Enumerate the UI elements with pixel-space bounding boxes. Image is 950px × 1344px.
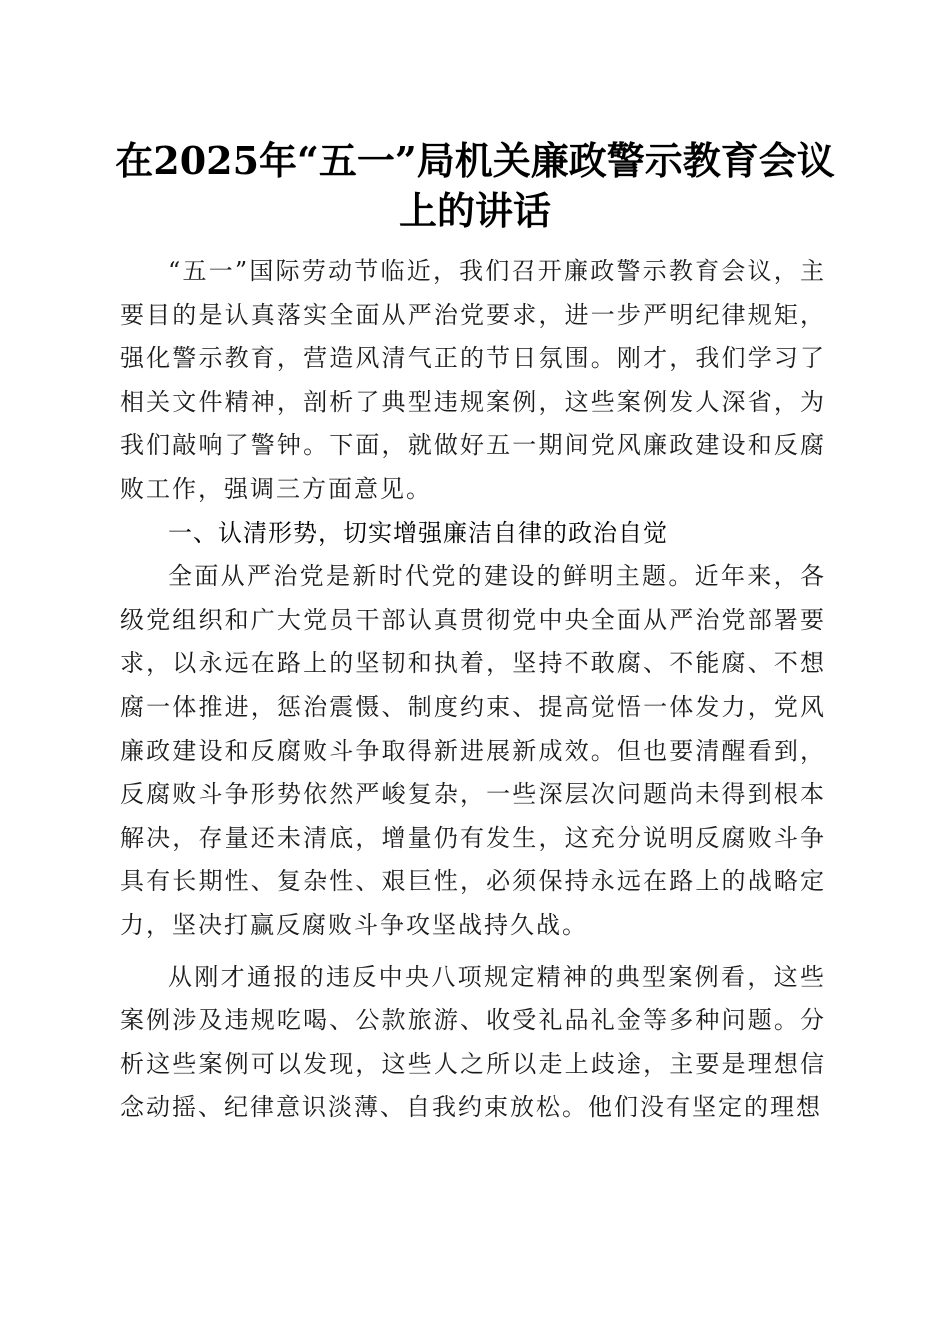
title-line-1: 在2025年“五一”局机关廉政警示教育会议 <box>115 138 835 183</box>
title-line-2: 上的讲话 <box>398 188 551 233</box>
paragraph-intro: “五一”国际劳动节临近，我们召开廉政警示教育会议，主要目的是认真落实全面从严治党要求，进一步严明纪律规矩，强化警示教育，营造风清气正的节日氛围。刚才，我们学习了相关文件精神，剖析了典型违规案例，这些案例发人深省，为我们敲响了警钟。下面，就做好五一期间党风廉政建设和反腐败工作，强调三方面意见。 <box>120 257 826 503</box>
document-title <box>100 136 850 236</box>
document-body <box>120 250 826 1130</box>
paragraph-cases: 从刚才通报的违反中央八项规定精神的典型案例看，这些案例涉及违规吃喝、公款旅游、收受礼品礼金等多种问题。分析这些案例可以发现，这些人之所以走上歧途，主要是理想信念动摇、纪律意识淡薄、自我约束放松。他们没有坚定的理想 <box>120 962 826 1122</box>
paragraph-situation: 全面从严治党是新时代党的建设的鲜明主题。近年来，各级党组织和广大党员干部认真贯彻党中央全面从严治党部署要求，以永远在路上的坚韧和执着，坚持不敢腐、不能腐、不想腐一体推进，惩治震慑、制度约束、提高觉悟一体发力，党风廉政建设和反腐败斗争取得新进展新成效。但也要清醒看到，反腐败斗争形势依然严峻复杂，一些深层次问题尚未得到根本解决，存量还未清底，增量仍有发生，这充分说明反腐败斗争具有长期性、复杂性、艰巨性，必须保持永远在路上的战略定力，坚决打赢反腐败斗争攻坚战持久战。 <box>120 562 826 939</box>
section-heading-1: 一、认清形势，切实增强廉洁自律的政治自觉 <box>168 518 668 547</box>
